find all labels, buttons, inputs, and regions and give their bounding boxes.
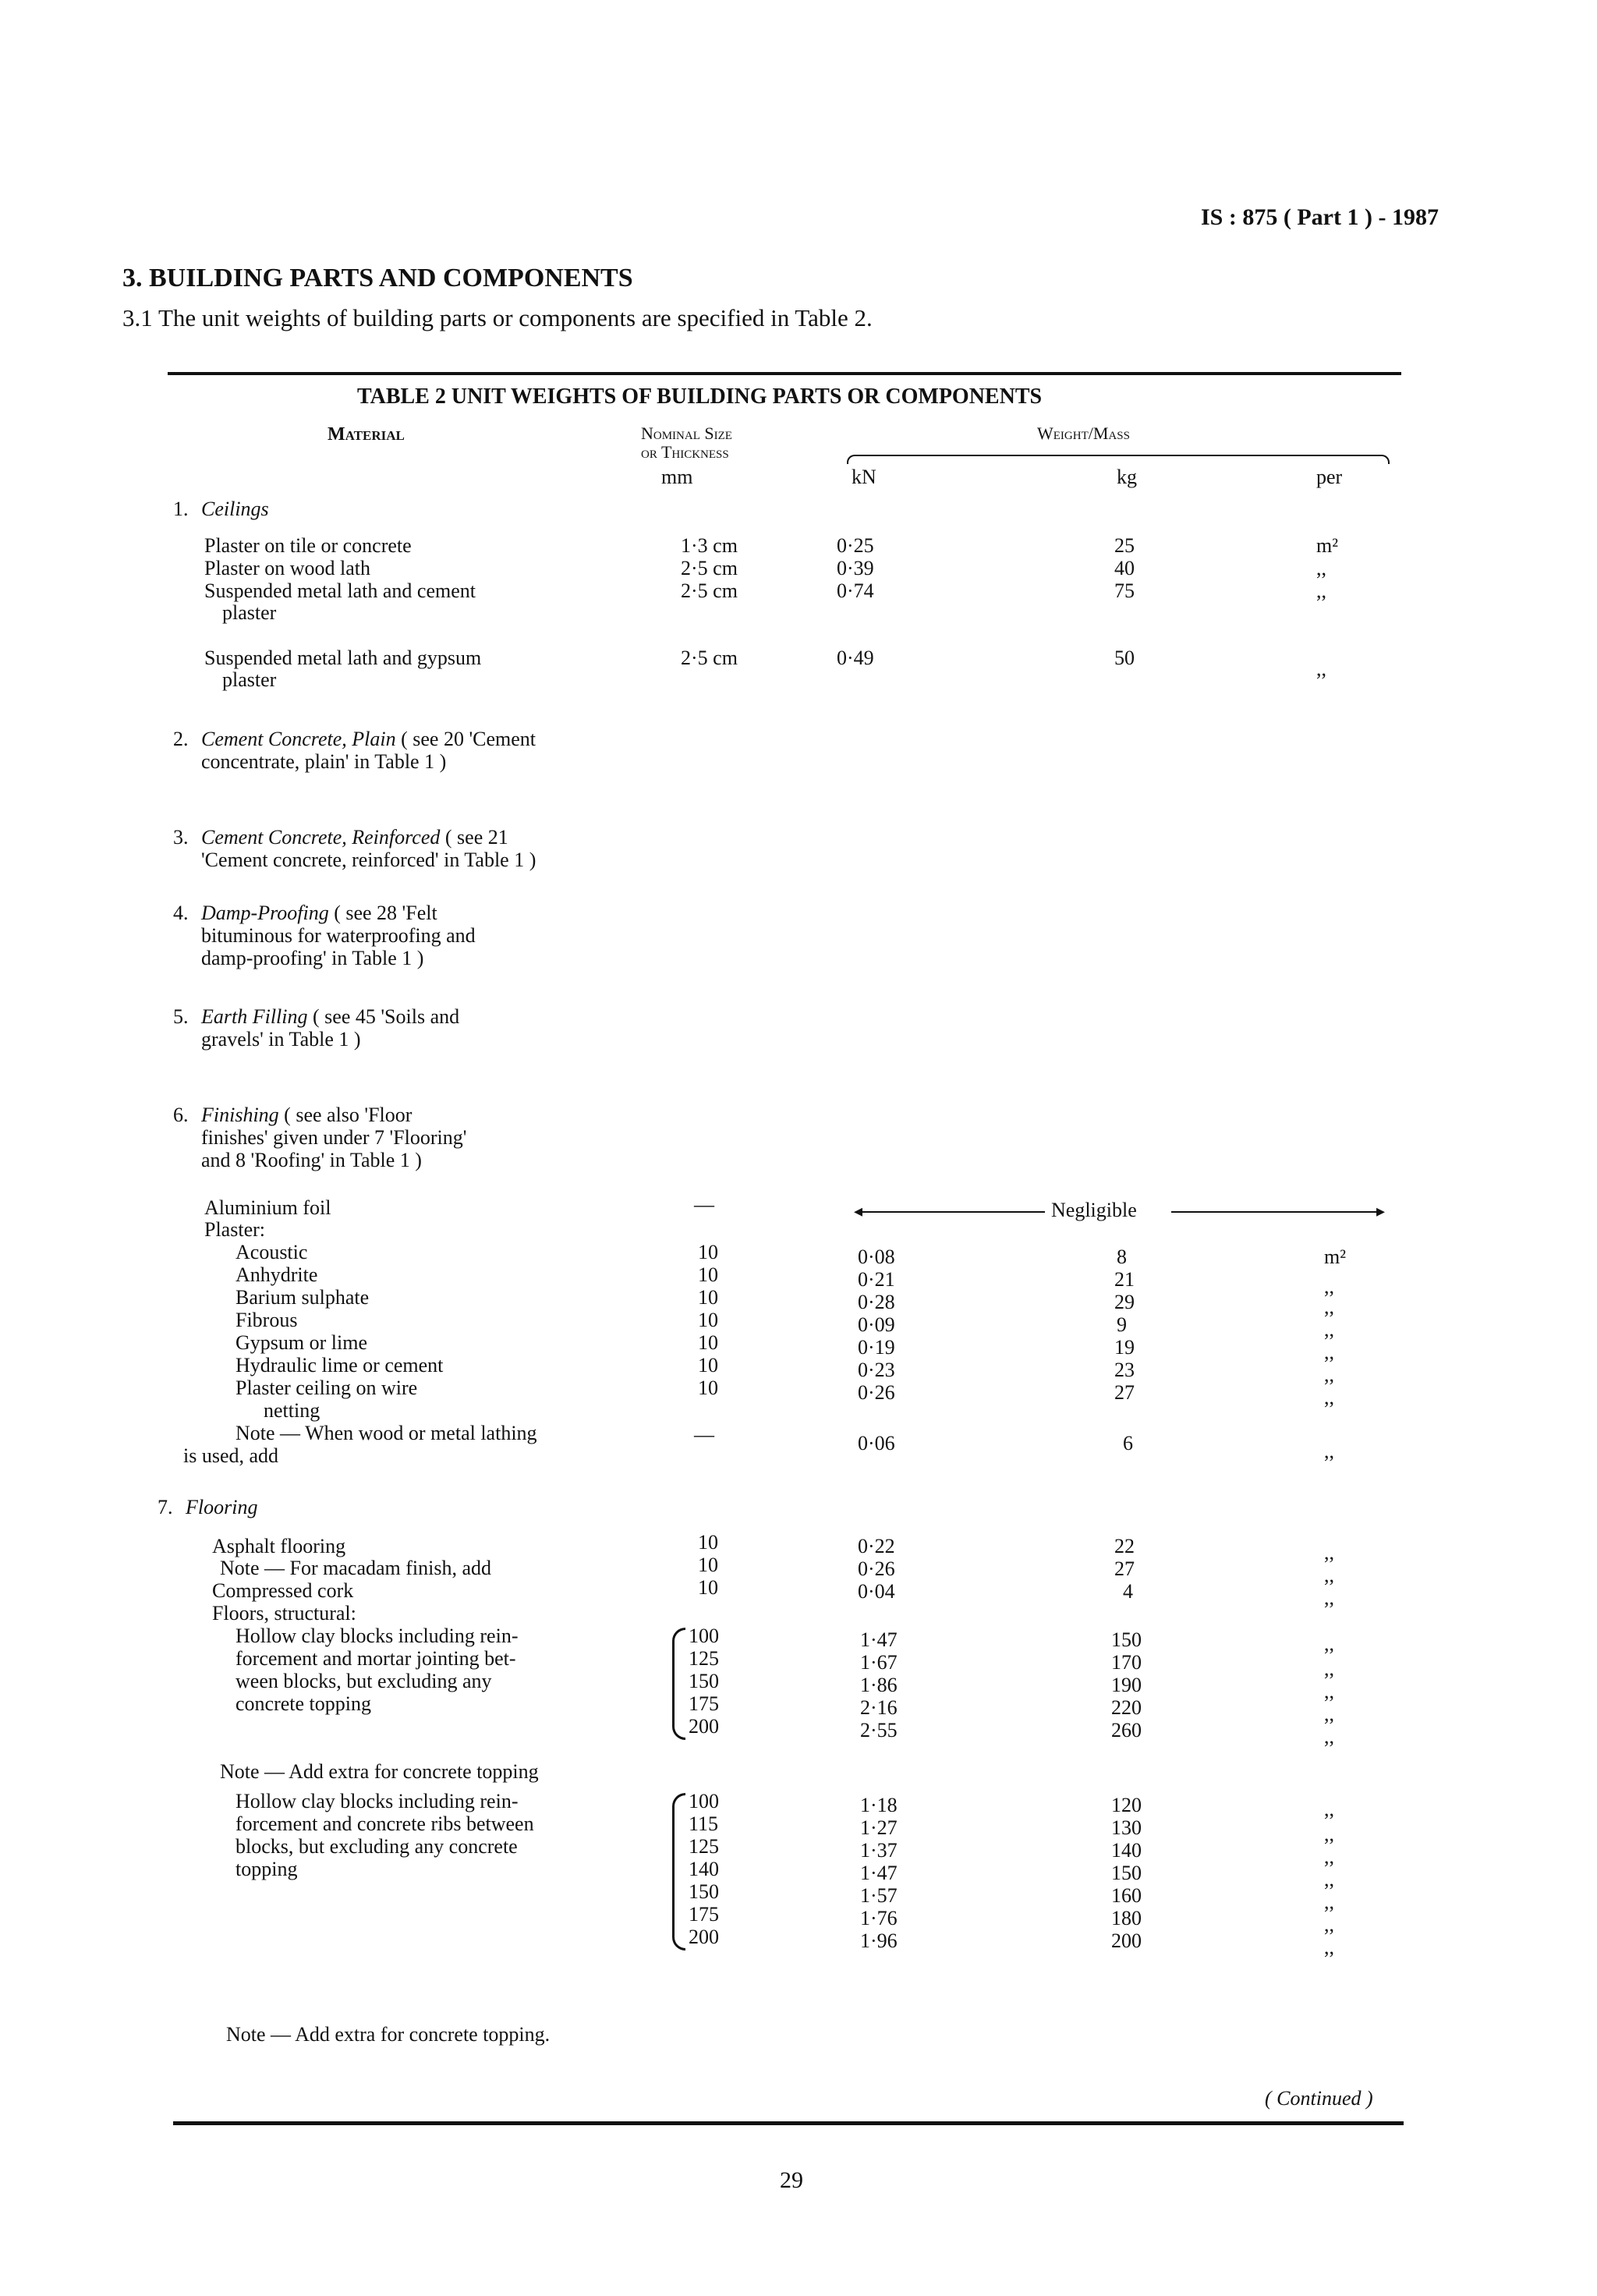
finishing-kn: 0·26 — [858, 1381, 895, 1404]
finishing-kg: 27 — [1114, 1381, 1135, 1404]
group2-kg: 140 — [1111, 1839, 1142, 1862]
finishing-size: 10 — [698, 1331, 718, 1354]
group2-per: ,, — [1324, 1823, 1334, 1845]
ref-4-number: 4. — [173, 902, 189, 924]
col-kn-header: kN — [852, 466, 876, 488]
group1-kg: 220 — [1111, 1696, 1142, 1719]
group1-kn: 1·86 — [860, 1674, 898, 1696]
finishing-per: ,, — [1324, 1275, 1334, 1298]
ref-4-line-1: Damp-Proofing ( see 28 'Felt — [201, 902, 437, 924]
group2-size: 125 — [689, 1835, 719, 1858]
ref-6-line-1: Finishing ( see also 'Floor — [201, 1104, 413, 1126]
col-size-header: Nominal Size — [641, 423, 732, 443]
flooring-size: 10 — [698, 1554, 718, 1576]
group1-size: 175 — [689, 1692, 719, 1715]
ceiling-kg: 25 — [1114, 534, 1135, 557]
finishing-kg: 9 — [1117, 1313, 1127, 1336]
finishing-size: 10 — [698, 1354, 718, 1377]
flooring-kg: 27 — [1114, 1557, 1135, 1580]
flooring-material: Note — For macadam finish, add — [220, 1557, 492, 1579]
group1-kn: 2·55 — [860, 1719, 898, 1741]
finishing-size: 10 — [698, 1241, 718, 1263]
finishing-per: ,, — [1324, 1363, 1334, 1386]
ceiling-size: 2·5 cm — [681, 557, 738, 579]
flooring-heading: Flooring — [186, 1496, 258, 1518]
ceiling-size: 2·5 cm — [681, 647, 738, 669]
group2-kn: 1·96 — [860, 1929, 898, 1952]
lathing-note-kn: 0·06 — [858, 1432, 895, 1454]
group2-line: blocks, but excluding any concrete — [235, 1835, 518, 1858]
group1-kg: 260 — [1111, 1719, 1142, 1741]
group1-per: ,, — [1324, 1725, 1334, 1748]
ref-2-line-1: Cement Concrete, Plain ( see 20 'Cement — [201, 728, 536, 750]
group1-kn: 2·16 — [860, 1696, 898, 1719]
finishing-kg: 21 — [1114, 1268, 1135, 1291]
finishing-material: Fibrous — [235, 1309, 298, 1331]
ceiling-material: Plaster on tile or concrete — [204, 534, 412, 557]
group2-line: topping — [235, 1858, 298, 1880]
ref-2-number: 2. — [173, 728, 189, 750]
ceiling-kn: 0·49 — [837, 647, 874, 669]
ref-6-line-3: and 8 'Roofing' in Table 1 ) — [201, 1149, 422, 1171]
finishing-kn: 0·08 — [858, 1245, 895, 1268]
flooring-kn: 0·04 — [858, 1580, 895, 1603]
flooring-material: Asphalt flooring — [212, 1535, 346, 1557]
finishing-kg: 23 — [1114, 1359, 1135, 1381]
group1-size: 150 — [689, 1670, 719, 1692]
col-kg-header: kg — [1117, 466, 1137, 488]
group2-per: ,, — [1324, 1890, 1334, 1913]
finishing-material: Plaster ceiling on wire — [235, 1377, 418, 1399]
group1-line: concrete topping — [235, 1692, 371, 1715]
finishing-kn: 0·09 — [858, 1313, 895, 1336]
ceiling-kn: 0·39 — [837, 557, 874, 579]
group2-kg: 180 — [1111, 1907, 1142, 1929]
finishing-size: 10 — [698, 1377, 718, 1399]
flooring-per: ,, — [1324, 1541, 1334, 1564]
ceiling-size: 1·3 cm — [681, 534, 738, 557]
continued-label: ( Continued ) — [1265, 2087, 1373, 2110]
lathing-note-per: ,, — [1324, 1440, 1334, 1462]
ref-3-line-2: 'Cement concrete, reinforced' in Table 1 ) — [201, 849, 536, 871]
col-material-header: Material — [328, 424, 405, 445]
group2-kn: 1·27 — [860, 1816, 898, 1839]
lathing-note-cont: is used, add — [183, 1444, 279, 1467]
group2-size: 175 — [689, 1903, 719, 1926]
group2-per: ,, — [1324, 1913, 1334, 1936]
lathing-note-kg: 6 — [1123, 1432, 1133, 1454]
flooring-kg: 4 — [1123, 1580, 1133, 1603]
ceiling-material: Suspended metal lath and cement — [204, 579, 476, 602]
group2-per: ,, — [1324, 1936, 1334, 1958]
group1-per: ,, — [1324, 1657, 1334, 1680]
ceiling-material: Plaster on wood lath — [204, 557, 371, 579]
group2-size: 100 — [689, 1790, 719, 1812]
col-size-header-2: or Thickness — [641, 442, 729, 462]
finishing-material: Gypsum or lime — [235, 1331, 367, 1354]
ref-2-line-2: concentrate, plain' in Table 1 ) — [201, 750, 447, 773]
group2-size: 150 — [689, 1880, 719, 1903]
finishing-kn: 0·28 — [858, 1291, 895, 1313]
aluminium-foil: Aluminium foil — [204, 1196, 331, 1219]
group1-kn: 1·47 — [860, 1628, 898, 1651]
section-heading: 3. BUILDING PARTS AND COMPONENTS — [122, 264, 633, 292]
flooring-size: 10 — [698, 1576, 718, 1599]
group1-kg: 170 — [1111, 1651, 1142, 1674]
group2-kg: 160 — [1111, 1884, 1142, 1907]
finishing-kg: 19 — [1114, 1336, 1135, 1359]
ceilings-heading: Ceilings — [201, 498, 269, 520]
clause-text: 3.1 The unit weights of building parts or components are specified in Table 2. — [122, 304, 873, 331]
finishing-per: ,, — [1324, 1318, 1334, 1341]
group2-kg: 120 — [1111, 1794, 1142, 1816]
floors-structural-label: Floors, structural: — [212, 1602, 356, 1625]
group1-size: 125 — [689, 1647, 719, 1670]
col-weight-header: Weight/Mass — [1037, 423, 1130, 443]
ceiling-material-cont: plaster — [222, 601, 277, 624]
netting-continuation: netting — [264, 1399, 320, 1422]
table-bottom-rule — [173, 2121, 1404, 2125]
group2-kg: 200 — [1111, 1929, 1142, 1952]
finishing-kn: 0·19 — [858, 1336, 895, 1359]
ref-3-number: 3. — [173, 826, 189, 849]
group2-per: ,, — [1324, 1868, 1334, 1890]
flooring-kn: 0·22 — [858, 1535, 895, 1557]
group2-kg: 130 — [1111, 1816, 1142, 1839]
flooring-kg: 22 — [1114, 1535, 1135, 1557]
ref-3-line-1: Cement Concrete, Reinforced ( see 21 — [201, 826, 508, 849]
ref-6-line-2: finishes' given under 7 'Flooring' — [201, 1126, 467, 1149]
group2-per: ,, — [1324, 1798, 1334, 1820]
flooring-material: Compressed cork — [212, 1579, 354, 1602]
group2-line: Hollow clay blocks including rein- — [235, 1790, 519, 1812]
ceiling-kn: 0·25 — [837, 534, 874, 557]
negligible-arrow-right — [1171, 1211, 1380, 1213]
ref-4-line-3: damp-proofing' in Table 1 ) — [201, 947, 424, 969]
finishing-size: 10 — [698, 1309, 718, 1331]
ceiling-kg: 75 — [1114, 579, 1135, 602]
group2-size: 200 — [689, 1926, 719, 1948]
ceiling-kg: 40 — [1114, 557, 1135, 579]
group2-kn: 1·37 — [860, 1839, 898, 1862]
ceilings-number: 1. — [173, 498, 189, 520]
finishing-material: Hydraulic lime or cement — [235, 1354, 444, 1377]
group1-brace — [672, 1628, 685, 1740]
ceiling-kg: 50 — [1114, 647, 1135, 669]
group1-kg: 150 — [1111, 1628, 1142, 1651]
finishing-size: 10 — [698, 1263, 718, 1286]
group2-size: 115 — [689, 1812, 719, 1835]
finishing-kn: 0·23 — [858, 1359, 895, 1381]
finishing-material: Anhydrite — [235, 1263, 318, 1286]
ref-6-number: 6. — [173, 1104, 189, 1126]
lathing-note-size: — — [694, 1423, 714, 1446]
finishing-kg: 29 — [1114, 1291, 1135, 1313]
group2-line: forcement and concrete ribs between — [235, 1812, 534, 1835]
flooring-number: 7. — [158, 1496, 173, 1518]
group2-size: 140 — [689, 1858, 719, 1880]
weight-header-bracket — [847, 455, 1390, 464]
group1-size: 100 — [689, 1625, 719, 1647]
flooring-size: 10 — [698, 1531, 718, 1554]
group2-kg: 150 — [1111, 1862, 1142, 1884]
ceiling-per: ,, — [1316, 557, 1326, 579]
group1-size: 200 — [689, 1715, 719, 1738]
group2-kn: 1·47 — [860, 1862, 898, 1884]
plaster-label: Plaster: — [204, 1218, 265, 1241]
finishing-per: m² — [1324, 1245, 1347, 1268]
flooring-per: ,, — [1324, 1586, 1334, 1609]
group1-per: ,, — [1324, 1680, 1334, 1703]
finishing-material: Barium sulphate — [235, 1286, 370, 1309]
lathing-note: Note — When wood or metal lathing — [235, 1422, 537, 1444]
ref-5-line-2: gravels' in Table 1 ) — [201, 1028, 361, 1051]
finishing-kg: 8 — [1117, 1245, 1127, 1268]
flooring-per: ,, — [1324, 1564, 1334, 1586]
standard-reference: IS : 875 ( Part 1 ) - 1987 — [1201, 204, 1439, 230]
ceiling-size: 2·5 cm — [681, 579, 738, 602]
arrow-right-icon: ▸ — [1376, 1201, 1386, 1221]
page-number: 29 — [780, 2167, 803, 2193]
finishing-kn: 0·21 — [858, 1268, 895, 1291]
col-per-header: per — [1316, 466, 1343, 488]
ref-5-line-1: Earth Filling ( see 45 'Soils and — [201, 1005, 460, 1028]
flooring-kn: 0·26 — [858, 1557, 895, 1580]
ceiling-material-cont: plaster — [222, 668, 277, 691]
group1-line: forcement and mortar jointing bet- — [235, 1647, 516, 1670]
group2-kn: 1·76 — [860, 1907, 898, 1929]
col-size-unit: mm — [661, 466, 693, 488]
group2-per: ,, — [1324, 1845, 1334, 1868]
group1-per: ,, — [1324, 1703, 1334, 1725]
concrete-topping-note: Note — Add extra for concrete topping — [220, 1760, 539, 1783]
finishing-per: ,, — [1324, 1295, 1334, 1318]
table-top-rule — [168, 372, 1401, 375]
ceiling-material: Suspended metal lath and gypsum — [204, 647, 482, 669]
arrow-left-icon: ◂ — [854, 1201, 863, 1221]
group2-kn: 1·18 — [860, 1794, 898, 1816]
finishing-per: ,, — [1324, 1386, 1334, 1408]
finishing-size: 10 — [698, 1286, 718, 1309]
concrete-topping-note-final: Note — Add extra for concrete topping. — [226, 2023, 551, 2046]
finishing-per: ,, — [1324, 1341, 1334, 1363]
group2-brace — [672, 1793, 685, 1951]
negligible-arrow-left — [862, 1211, 1045, 1213]
ceiling-per: ,, — [1316, 657, 1326, 680]
ceiling-per: m² — [1316, 534, 1339, 557]
table-title: TABLE 2 UNIT WEIGHTS OF BUILDING PARTS OR COMPONENTS — [357, 384, 1043, 409]
group1-kg: 190 — [1111, 1674, 1142, 1696]
finishing-material: Acoustic — [235, 1241, 308, 1263]
group1-line: ween blocks, but excluding any — [235, 1670, 492, 1692]
aluminium-foil-size: — — [694, 1193, 714, 1216]
ref-5-number: 5. — [173, 1005, 189, 1028]
group1-per: ,, — [1324, 1632, 1334, 1655]
group1-kn: 1·67 — [860, 1651, 898, 1674]
ceiling-kn: 0·74 — [837, 579, 874, 602]
group2-kn: 1·57 — [860, 1884, 898, 1907]
ref-4-line-2: bituminous for waterproofing and — [201, 924, 476, 947]
negligible-label: Negligible — [1051, 1199, 1137, 1221]
group1-line: Hollow clay blocks including rein- — [235, 1625, 519, 1647]
ceiling-per: ,, — [1316, 579, 1326, 602]
